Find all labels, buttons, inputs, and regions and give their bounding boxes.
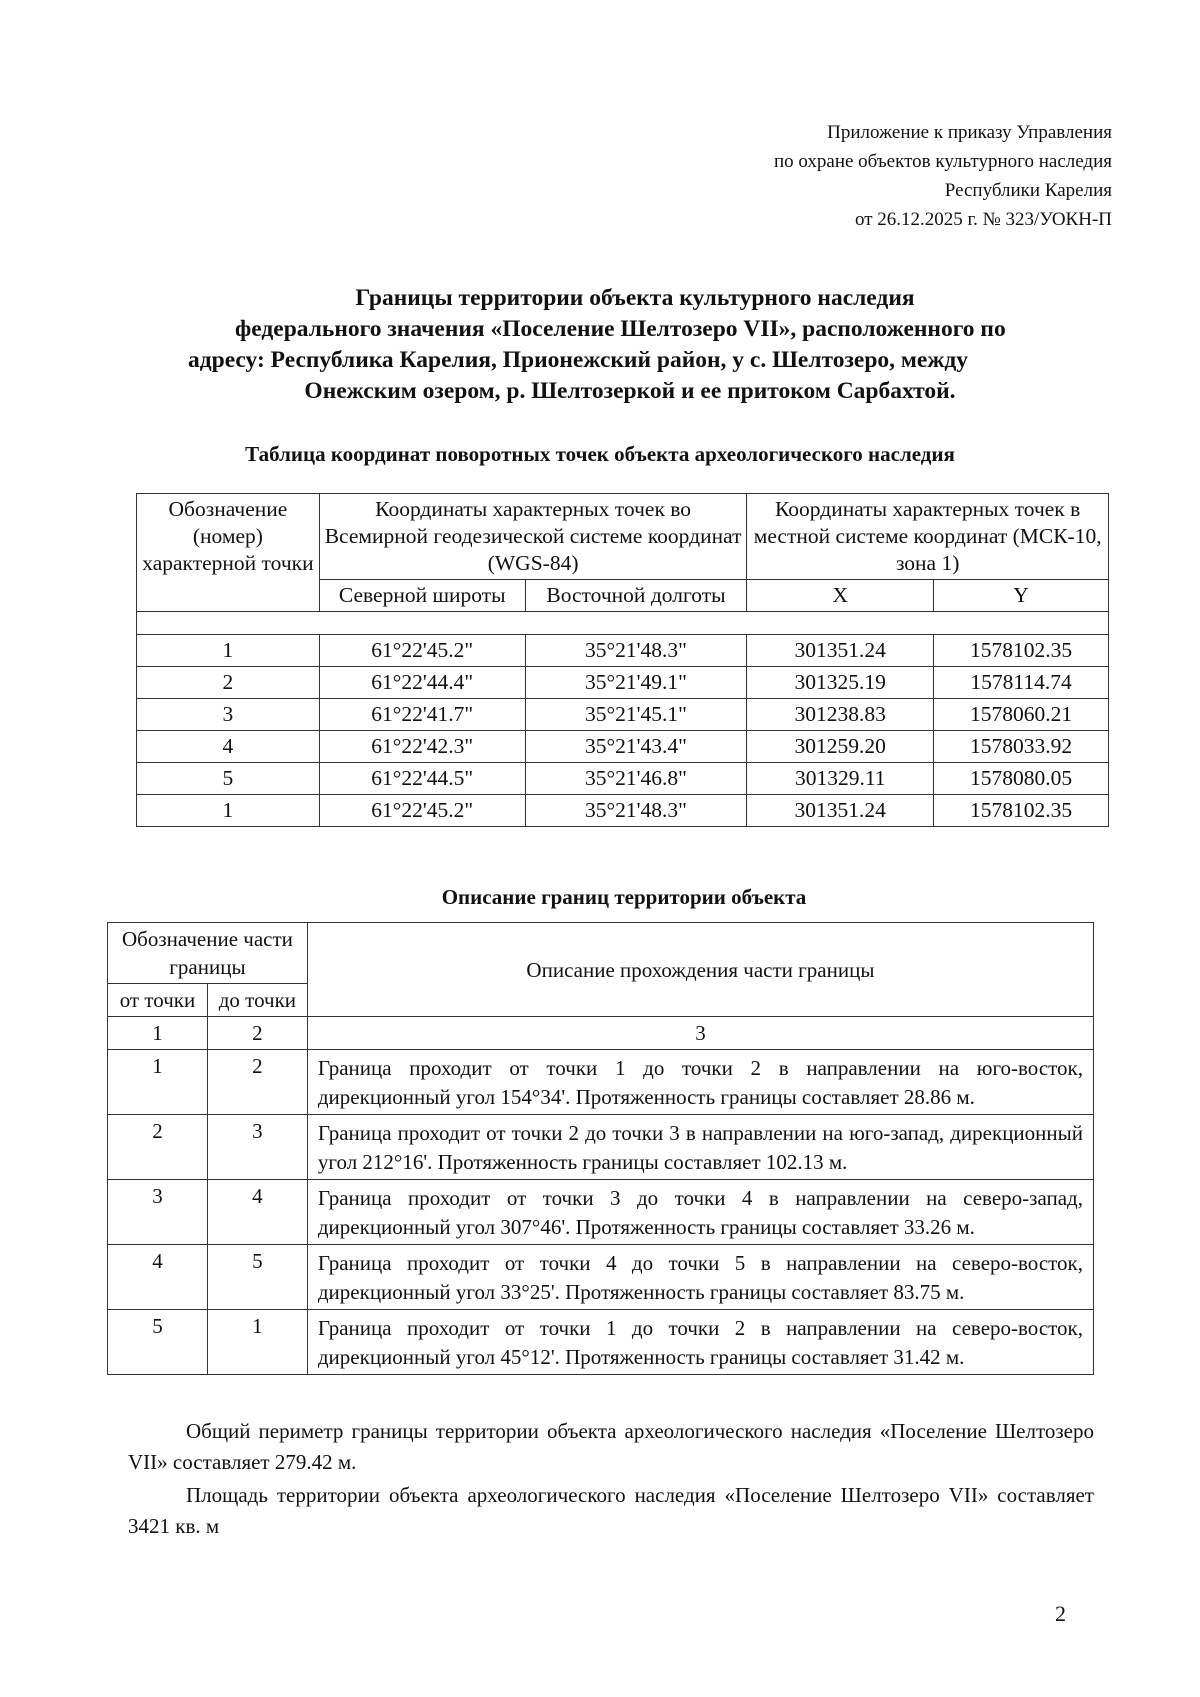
title-line: Онежским озером, р. Шелтозеркой и ее притоком Сарбахтой. [304,378,956,404]
title-line: федерального значения «Поселение Шелтозеро VII», расположенного по [235,316,1006,342]
cell-point: 2 [137,667,320,699]
header-x: X [747,580,934,612]
cell-x: 301259.20 [747,731,934,763]
header-num-2: 2 [207,1017,307,1050]
table-row [108,1050,1094,1115]
cell-lon: 35°21'48.3" [525,635,747,667]
header-wgs: Координаты характерных точек во Всемирной геодезической системе координат (WGS-84) [319,494,746,580]
page-number: 2 [1055,1601,1066,1626]
table-row [137,795,1109,827]
cell-lat: 61°22'45.2" [319,635,525,667]
title-line: Границы территории объекта культурного наследия [355,285,915,311]
title-line: адресу: Республика Карелия, Прионежский район, у с. Шелтозеро, между [188,347,969,373]
cell-desc: Граница проходит от точки 1 до точки 2 в направлении на северо-восток, дирекционный угол 45°12'. Протяженность границы составляет 31.42 м. [307,1310,1093,1375]
table-row [108,1245,1094,1310]
header-msk: Координаты характерных точек в местной системе координат (МСК-10, зона 1) [747,494,1109,580]
cell-x: 301351.24 [747,635,934,667]
cell-y: 1578060.21 [934,699,1109,731]
cell-point: 1 [137,795,320,827]
area-paragraph [128,1480,1094,1542]
cell-from: 2 [108,1115,208,1180]
header-lon: Восточной долготы [525,580,747,612]
perimeter-paragraph [128,1416,1094,1478]
coordinates-table [136,493,1109,827]
table-row [137,635,1109,667]
cell-lat: 61°22'41.7" [319,699,525,731]
header-part: Обозначение части границы [108,923,308,984]
cell-from: 3 [108,1180,208,1245]
cell-x: 301238.83 [747,699,934,731]
header-y: Y [934,580,1109,612]
appendix-line: от 26.12.2025 г. № 323/УОКН-П [854,209,1112,230]
cell-from: 4 [108,1245,208,1310]
header-from: от точки [108,984,208,1017]
header-lat: Северной широты [319,580,525,612]
spacer-row [137,612,1109,635]
cell-desc: Граница проходит от точки 4 до точки 5 в направлении на северо-восток, дирекционный угол 33°25'. Протяженность границы составляет 83.75 м. [307,1245,1093,1310]
header-to: до точки [207,984,307,1017]
boundaries-table [107,922,1094,1375]
appendix-line: Приложение к приказу Управления [827,122,1112,143]
cell-to: 3 [207,1115,307,1180]
appendix-note [592,118,1112,234]
cell-x: 301351.24 [747,795,934,827]
table-row [137,699,1109,731]
header-num-1: 1 [108,1017,208,1050]
cell-y: 1578114.74 [934,667,1109,699]
cell-to: 5 [207,1245,307,1310]
cell-to: 4 [207,1180,307,1245]
cell-y: 1578033.92 [934,731,1109,763]
cell-lon: 35°21'45.1" [525,699,747,731]
table-row [108,1180,1094,1245]
table-row [108,1115,1094,1180]
cell-to: 1 [207,1310,307,1375]
cell-from: 1 [108,1050,208,1115]
cell-lon: 35°21'46.8" [525,763,747,795]
cell-desc: Граница проходит от точки 2 до точки 3 в направлении на юго-запад, дирекционный угол 212°16'. Протяженность границы составляет 102.13 м. [307,1115,1093,1180]
cell-y: 1578102.35 [934,635,1109,667]
cell-point: 1 [137,635,320,667]
cell-lat: 61°22'44.4" [319,667,525,699]
cell-point: 4 [137,731,320,763]
cell-lat: 61°22'44.5" [319,763,525,795]
document-title [170,283,1090,407]
cell-point: 3 [137,699,320,731]
header-point: Обозначение (номер) характерной точки [137,494,320,612]
cell-lat: 61°22'42.3" [319,731,525,763]
cell-x: 301329.11 [747,763,934,795]
appendix-line: Республики Карелия [944,180,1112,201]
perimeter-text: Общий периметр границы территории объекта археологического наследия «Поселение Шелтозеро VII» составляет 279.42 м. [128,1419,1094,1474]
cell-lon: 35°21'43.4" [525,731,747,763]
cell-lon: 35°21'48.3" [525,795,747,827]
coords-table-caption: Таблица координат поворотных точек объекта археологического наследия [245,442,955,466]
cell-lat: 61°22'45.2" [319,795,525,827]
area-text: Площадь территории объекта археологического наследия «Поселение Шелтозеро VII» составляет 3421 кв. м [128,1483,1094,1538]
cell-to: 2 [207,1050,307,1115]
appendix-line: по охране объектов культурного наследия [773,151,1112,172]
table-row [137,667,1109,699]
cell-x: 301325.19 [747,667,934,699]
table-row [137,763,1109,795]
header-num-3: 3 [307,1017,1093,1050]
cell-lon: 35°21'49.1" [525,667,747,699]
table-row [137,731,1109,763]
table-row [108,1310,1094,1375]
cell-desc: Граница проходит от точки 3 до точки 4 в направлении на северо-запад, дирекционный угол 307°46'. Протяженность границы составляет 33.26 м. [307,1180,1093,1245]
cell-y: 1578080.05 [934,763,1109,795]
header-desc: Описание прохождения части границы [307,923,1093,1017]
cell-from: 5 [108,1310,208,1375]
cell-y: 1578102.35 [934,795,1109,827]
bounds-table-caption: Описание границ территории объекта [441,885,807,909]
cell-desc: Граница проходит от точки 1 до точки 2 в направлении на юго-восток, дирекционный угол 154°34'. Протяженность границы составляет 28.86 м. [307,1050,1093,1115]
cell-point: 5 [137,763,320,795]
